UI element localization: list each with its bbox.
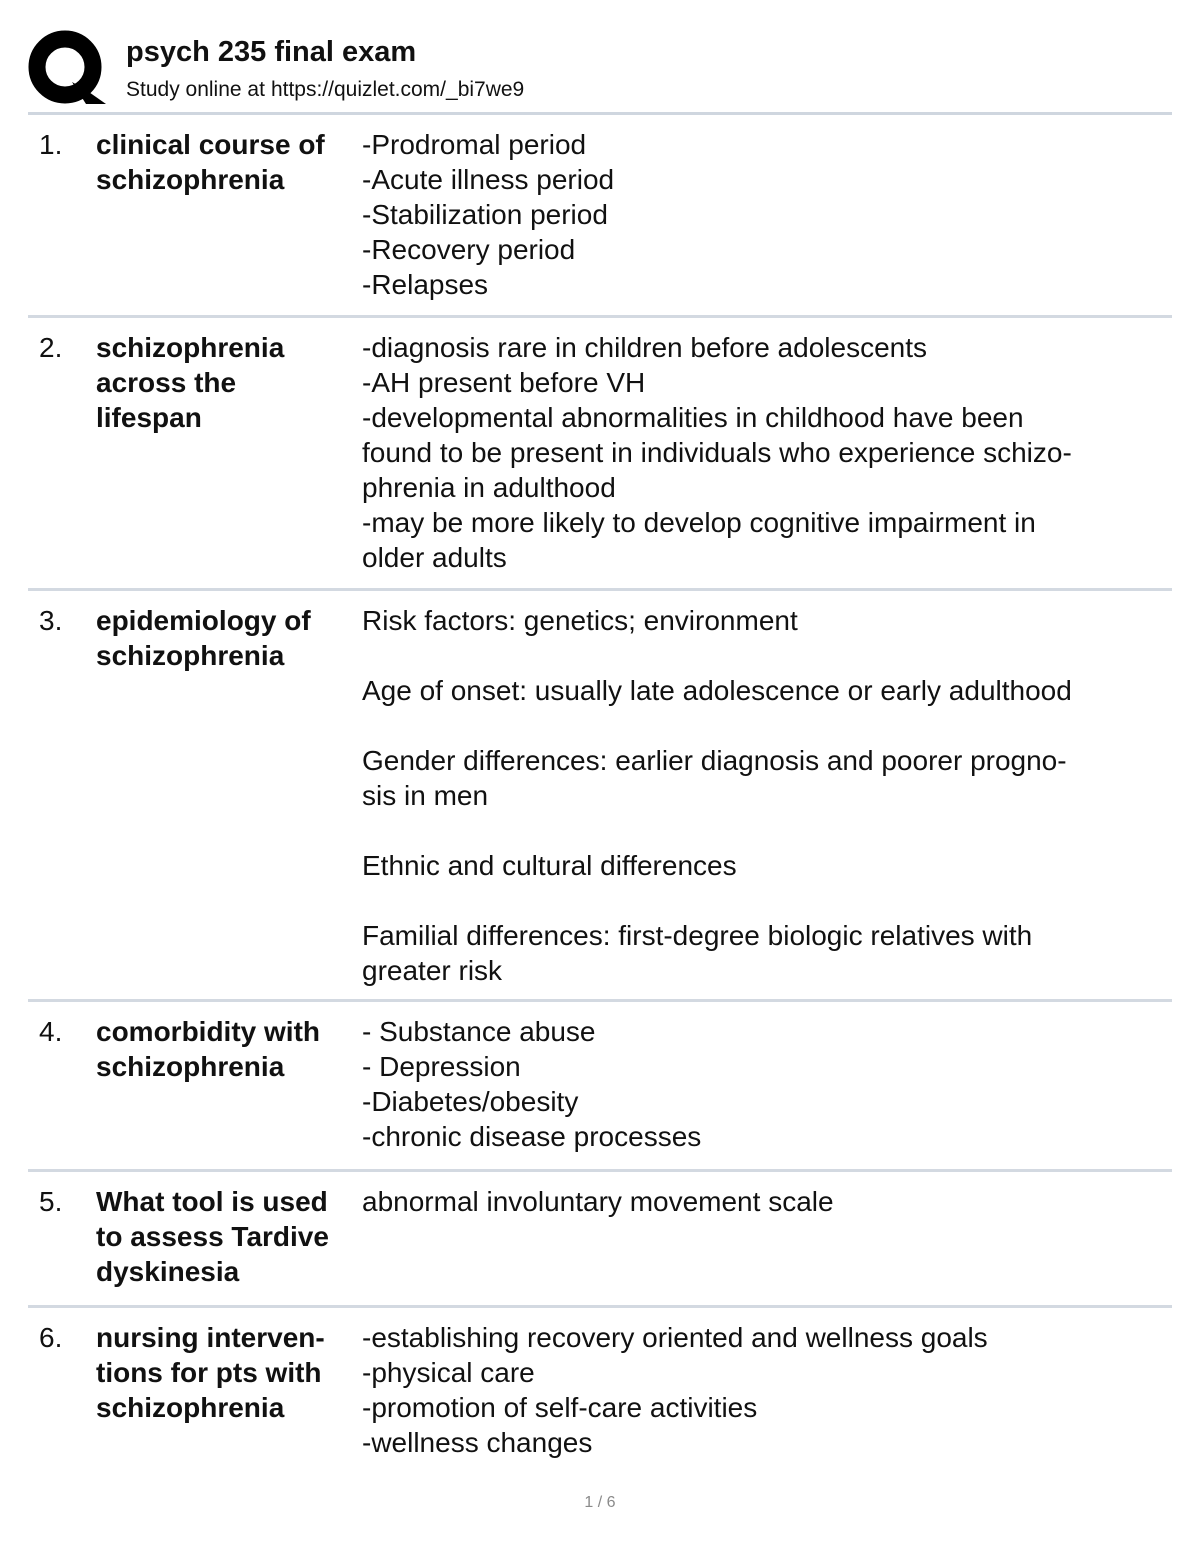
- study-online-label: Study online at: [126, 78, 265, 101]
- card-number: 2.: [39, 332, 63, 363]
- card-definition: abnormal involuntary movement scale: [362, 1186, 834, 1217]
- card-term: clinical course of schizophrenia: [96, 129, 325, 195]
- card-definition: Risk factors: genetics; environment Age of onset: usually late adolescence or early adulthood Gender differences: earlier diagnosis and poorer progno- sis in men Ethnic and cultural differences Familial differences: first-degree biologic relatives with greater risk: [362, 605, 1072, 986]
- card-number: 3.: [39, 605, 63, 636]
- card-number: 5.: [39, 1186, 63, 1217]
- card-definition: -diagnosis rare in children before adolescents -AH present before VH -developmental abnormalities in childhood have been found to be present in individuals who experience schizo- phrenia in adulthood -may be more likely to develop cognitive impairment in older adults: [362, 332, 1072, 573]
- flashcard-row: [28, 591, 1172, 1002]
- document-title: psych 235 final exam: [126, 36, 417, 68]
- flashcard-list: [28, 115, 1172, 1478]
- page-number: 1 / 6: [584, 1494, 616, 1511]
- card-definition: -Prodromal period -Acute illness period -Stabilization period -Recovery period -Relapses: [362, 129, 615, 300]
- study-online-link[interactable]: https://quizlet.com/_bi7we9: [270, 78, 525, 101]
- card-number: 4.: [39, 1016, 63, 1047]
- card-term: What tool is used to assess Tardive dyskinesia: [96, 1186, 329, 1287]
- card-term: comorbidity with schizophrenia: [96, 1016, 320, 1082]
- page-header: [28, 30, 1172, 110]
- flashcard-row: [28, 1002, 1172, 1172]
- card-term: schizophrenia across the lifespan: [96, 332, 285, 433]
- card-term: nursing interven- tions for pts with schizophrenia: [96, 1322, 325, 1423]
- card-number: 1.: [39, 129, 63, 160]
- card-definition: -establishing recovery oriented and wellness goals -physical care -promotion of self-care activities -wellness changes: [362, 1322, 988, 1458]
- card-number: 6.: [39, 1322, 63, 1353]
- flashcard-row: [28, 1308, 1172, 1478]
- flashcard-row: [28, 1172, 1172, 1308]
- card-term: epidemiology of schizophrenia: [96, 605, 311, 671]
- flashcard-row: [28, 115, 1172, 318]
- flashcard-row: [28, 318, 1172, 591]
- card-definition: - Substance abuse - Depression -Diabetes/obesity -chronic disease processes: [362, 1016, 702, 1152]
- quizlet-q-logo-icon: [28, 30, 106, 108]
- study-online-line: [126, 77, 524, 103]
